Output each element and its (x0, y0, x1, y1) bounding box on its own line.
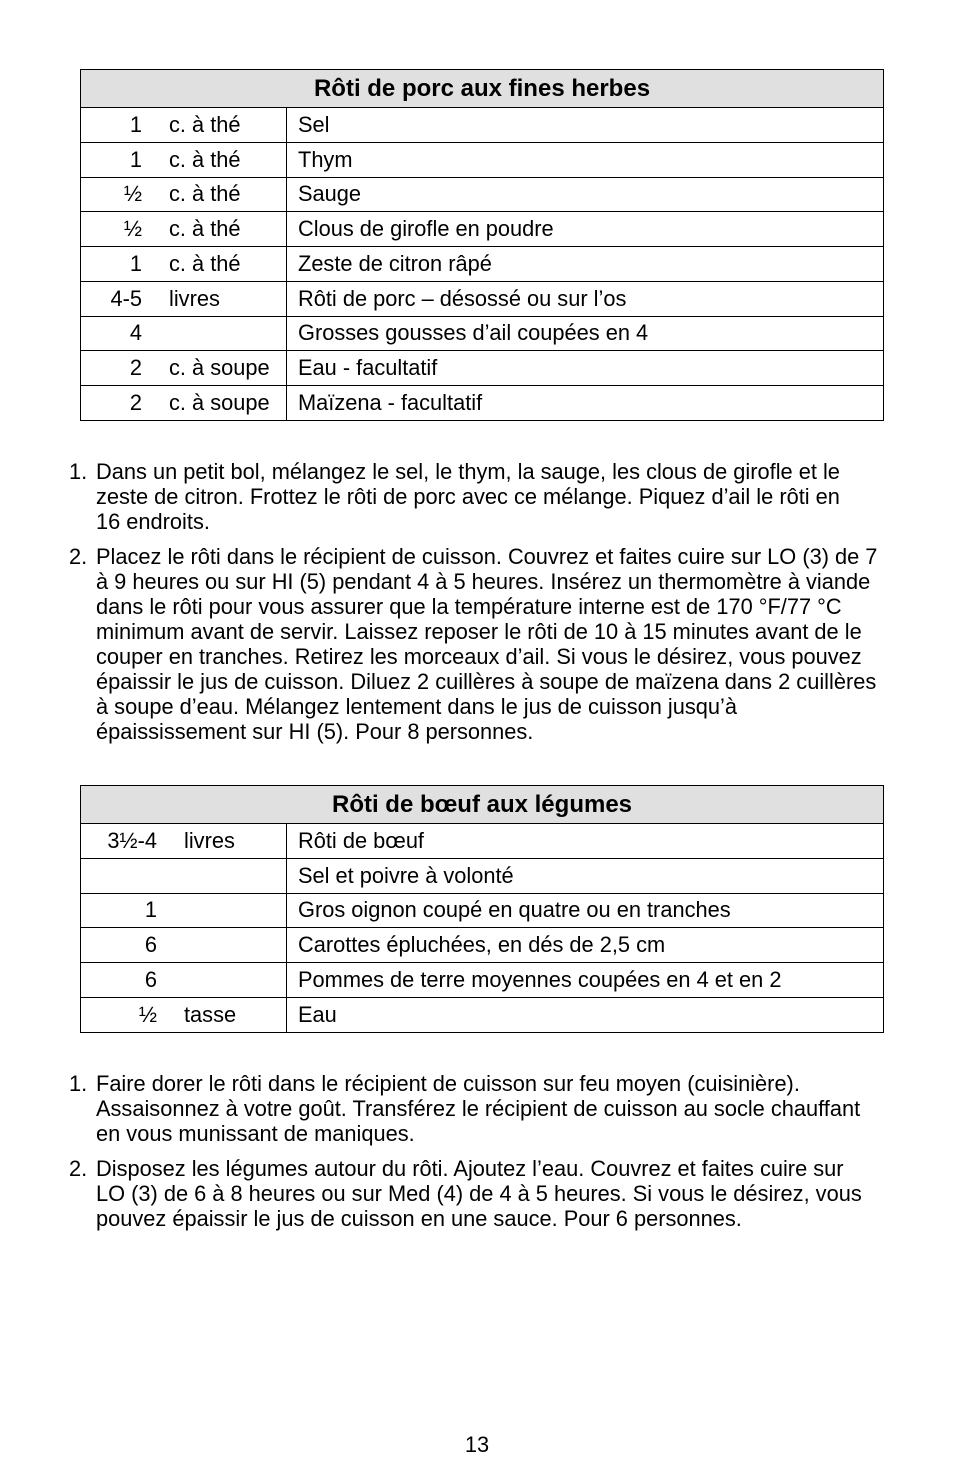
ingredient-name: Rôti de porc – désossé ou sur l’os (287, 281, 884, 316)
ingredient-quantity: 4 (129, 320, 142, 346)
ingredient-amount (81, 281, 287, 316)
ingredient-amount (81, 824, 287, 859)
ingredient-unit: c. à thé (169, 181, 241, 207)
ingredient-row (81, 281, 884, 316)
recipe-title: Rôti de bœuf aux légumes (81, 786, 884, 824)
ingredient-amount (81, 316, 287, 351)
ingredient-row (81, 177, 884, 212)
ingredient-amount (81, 858, 287, 893)
ingredient-quantity: ½ (123, 216, 142, 242)
ingredient-row (81, 351, 884, 386)
ingredient-unit: c. à soupe (169, 389, 270, 415)
ingredient-amount (81, 893, 287, 928)
ingredient-row (81, 142, 884, 177)
ingredient-amount (81, 928, 287, 963)
step-number: 2. (69, 1156, 88, 1181)
ingredient-unit: livres (184, 827, 235, 853)
ingredient-amount (81, 386, 287, 421)
ingredient-name: Pommes de terre moyennes coupées en 4 et en 2 (287, 963, 884, 998)
ingredient-row (81, 928, 884, 963)
step-text-line: à soupe d’eau. Mélangez lentement dans le jus de cuisson jusqu’à (96, 694, 738, 719)
page-number: 13 (464, 1432, 490, 1457)
ingredient-name: Sauge (287, 177, 884, 212)
ingredient-name: Eau - facultatif (287, 351, 884, 386)
ingredient-amount (81, 142, 287, 177)
ingredient-name: Maïzena - facultatif (287, 386, 884, 421)
ingredient-quantity: 1 (129, 250, 142, 276)
step-text-line: dans le rôti pour vous assurer que la température interne est de 170 °F/77 °C (96, 594, 842, 619)
ingredient-quantity: ½ (123, 181, 142, 207)
table-header-row (81, 70, 884, 108)
pork-roast-ingredients-table (80, 69, 884, 421)
ingredient-quantity: 1 (144, 897, 157, 923)
instruction-step (69, 1071, 862, 1146)
step-text-line: en vous munissant de maniques. (96, 1121, 415, 1146)
ingredient-unit: c. à thé (169, 146, 241, 172)
ingredient-quantity: 6 (144, 932, 157, 958)
ingredient-row (81, 893, 884, 928)
step-text-line: épaissir le jus de cuisson. Diluez 2 cuillères à soupe de maïzena dans 2 cuillères (96, 669, 877, 694)
ingredient-name: Thym (287, 142, 884, 177)
step-number: 1. (69, 1071, 88, 1096)
ingredient-row (81, 108, 884, 143)
ingredient-quantity: 4-5 (110, 285, 142, 311)
ingredient-amount (81, 351, 287, 386)
recipe-title: Rôti de porc aux fines herbes (81, 70, 884, 108)
ingredient-row (81, 963, 884, 998)
ingredient-amount (81, 212, 287, 247)
ingredient-quantity: 1 (129, 111, 142, 137)
ingredient-name: Grosses gousses d’ail coupées en 4 (287, 316, 884, 351)
ingredient-quantity: 3½-4 (107, 827, 157, 853)
ingredient-unit: c. à thé (169, 216, 241, 242)
instruction-step (69, 459, 877, 534)
ingredient-amount (81, 108, 287, 143)
beef-roast-ingredients-table (80, 785, 884, 1033)
instruction-step (69, 1156, 862, 1231)
step-number: 2. (69, 544, 88, 569)
step-text-line: zeste de citron. Frottez le rôti de porc avec ce mélange. Piquez d’ail le rôti en (96, 484, 840, 509)
ingredient-unit: c. à soupe (169, 355, 270, 381)
ingredient-name: Sel (287, 108, 884, 143)
ingredient-unit: livres (169, 285, 220, 311)
ingredient-row (81, 247, 884, 282)
step-text-line: minimum avant de servir. Laissez reposer le rôti de 10 à 15 minutes avant de le (96, 619, 862, 644)
ingredient-name: Clous de girofle en poudre (287, 212, 884, 247)
ingredient-name: Gros oignon coupé en quatre ou en tranches (287, 893, 884, 928)
step-text-line: Faire dorer le rôti dans le récipient de cuisson sur feu moyen (cuisinière). (96, 1071, 800, 1096)
step-text (96, 459, 877, 534)
ingredient-name: Zeste de citron râpé (287, 247, 884, 282)
ingredient-row (81, 824, 884, 859)
step-text-line: pouvez épaissir le jus de cuisson en une sauce. Pour 6 personnes. (96, 1206, 742, 1231)
step-text-line: 16 endroits. (96, 509, 210, 534)
step-text-line: épaississement sur HI (5). Pour 8 personnes. (96, 719, 534, 744)
step-text (96, 1071, 862, 1146)
ingredient-amount (81, 963, 287, 998)
step-text (96, 1156, 862, 1231)
ingredient-row (81, 858, 884, 893)
step-text-line: à 9 heures ou sur HI (5) pendant 4 à 5 heures. Insérez un thermomètre à viande (96, 569, 871, 594)
ingredient-quantity: 1 (129, 146, 142, 172)
ingredient-row (81, 316, 884, 351)
step-text-line: couper en tranches. Retirez les morceaux d’ail. Si vous le désirez, vous pouvez (96, 644, 862, 669)
step-text-line: Assaisonnez à votre goût. Transférez le récipient de cuisson au socle chauffant (96, 1096, 861, 1121)
ingredient-quantity: 2 (129, 355, 142, 381)
ingredient-quantity: 2 (129, 389, 142, 415)
ingredient-row (81, 997, 884, 1032)
pork-roast-instructions (69, 459, 877, 744)
ingredient-unit: c. à thé (169, 111, 241, 137)
ingredient-name: Sel et poivre à volonté (287, 858, 884, 893)
beef-roast-instructions (69, 1071, 862, 1231)
ingredient-row (81, 212, 884, 247)
step-text-line: Dans un petit bol, mélangez le sel, le thym, la sauge, les clous de girofle et le (96, 459, 840, 484)
ingredient-amount (81, 997, 287, 1032)
step-text-line: Disposez les légumes autour du rôti. Ajoutez l’eau. Couvrez et faites cuire sur (96, 1156, 844, 1181)
ingredient-amount (81, 177, 287, 212)
ingredient-unit: c. à thé (169, 250, 241, 276)
instruction-step (69, 544, 877, 744)
step-text-line: Placez le rôti dans le récipient de cuisson. Couvrez et faites cuire sur LO (3) de 7 (96, 544, 878, 569)
ingredient-quantity: 6 (144, 966, 157, 992)
table-header-row (81, 786, 884, 824)
ingredient-name: Carottes épluchées, en dés de 2,5 cm (287, 928, 884, 963)
ingredient-unit: tasse (184, 1001, 237, 1027)
step-text-line: LO (3) de 6 à 8 heures ou sur Med (4) de 4 à 5 heures. Si vous le désirez, vous (96, 1181, 862, 1206)
ingredient-amount (81, 247, 287, 282)
ingredient-quantity: ½ (138, 1001, 157, 1027)
ingredient-name: Eau (287, 997, 884, 1032)
step-number: 1. (69, 459, 88, 484)
ingredient-name: Rôti de bœuf (287, 824, 884, 859)
step-text (96, 544, 877, 744)
ingredient-row (81, 386, 884, 421)
